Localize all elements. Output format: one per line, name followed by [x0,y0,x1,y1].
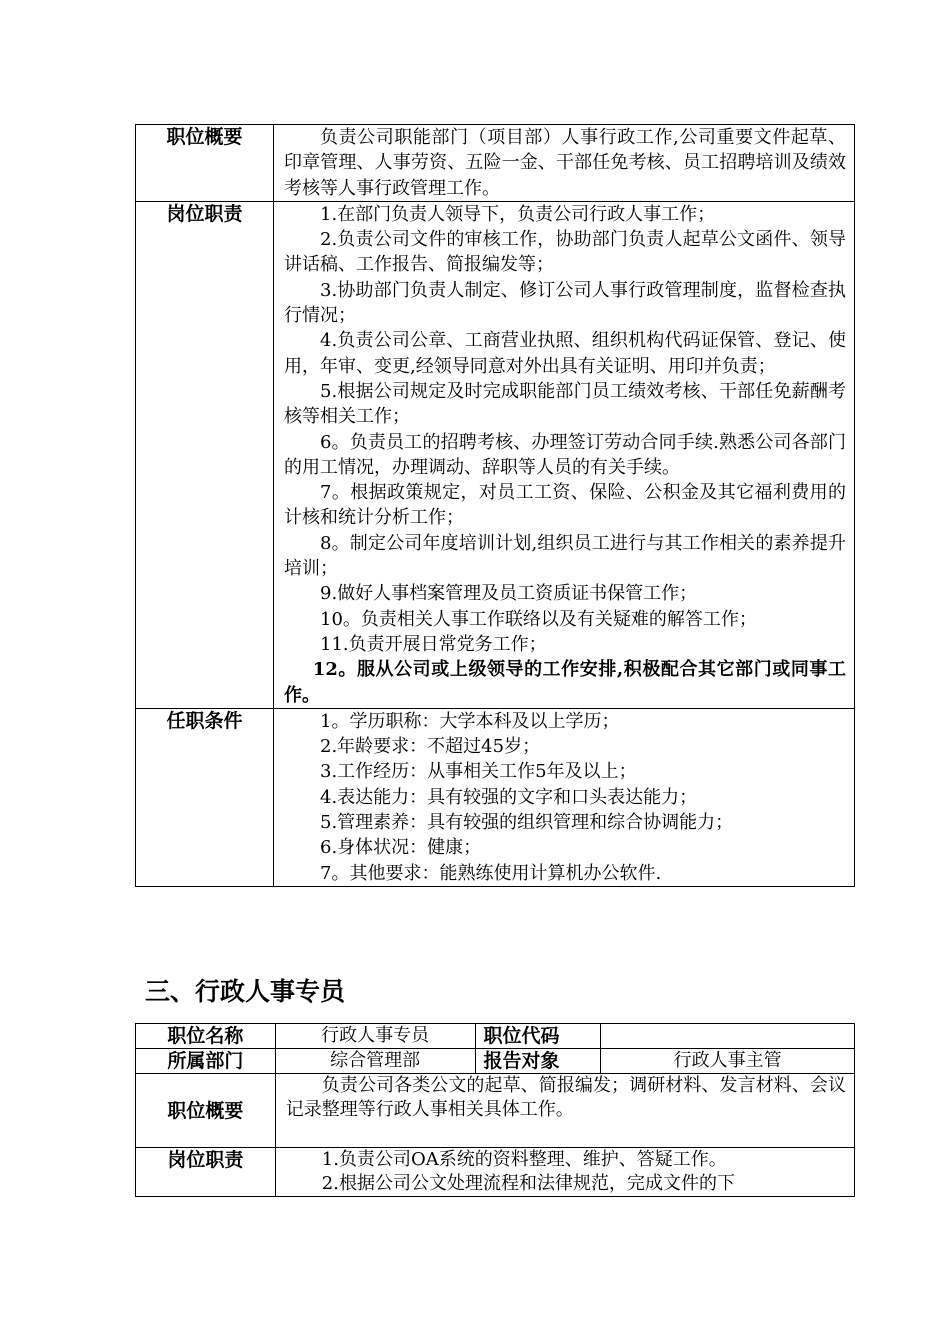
summary-label: 职位概要 [136,125,274,202]
duty-item: 11.负责开展日常党务工作； [320,633,547,655]
job-description-table-1 [135,124,855,887]
duty-item: 9.做好人事档案管理及员工资质证书保管工作； [320,583,698,605]
summary-cell [274,125,855,202]
section-title: 三、行政人事专员 [145,977,346,1006]
report-to-label: 报告对象 [475,1049,601,1074]
duty-item: 2.负责公司文件的审核工作，协助部门负责人起草公文函件、领导讲话稿、工作报告、简报编发等； [284,229,846,276]
position-name-value: 行政人事专员 [275,1024,475,1049]
duty-item: 10。负责相关人事工作联络以及有关疑难的解答工作； [320,608,757,630]
duty-item: 5.根据公司规定及时完成职能部门员工绩效考核、干部任免薪酬考核等相关工作； [284,380,846,428]
duty-item: 8。制定公司年度培训计划,组织员工进行与其工作相关的素养提升培训； [284,532,846,580]
requirement-item: 7。其他要求：能熟练使用计算机办公软件. [320,862,662,884]
summary-label-2: 职位概要 [136,1074,276,1148]
summary-text: 负责公司职能部门（项目部）人事行政工作,公司重要文件起草、印章管理、人事劳资、五险一金、干部任免考核、员工招聘培训及绩效考核等人事行政管理工作。 [284,127,846,199]
summary-cell-2 [275,1074,854,1148]
job-description-table-2 [135,1023,855,1197]
requirement-item: 3.工作经历：从事相关工作5年及以上； [320,761,637,783]
summary-text-2: 负责公司各类公文的起草、简报编发；调研材料、发言材料、会议记录整理等行政人事相关具体工作。 [285,1075,846,1120]
duty-item: 2.根据公司公文处理流程和法律规范，完成文件的下 [321,1173,735,1194]
requirement-item: 1。学历职称：大学本科及以上学历； [320,710,620,732]
requirements-cell [274,708,855,886]
duties-label: 岗位职责 [136,201,274,708]
requirement-item: 6.身体状况：健康； [320,837,482,859]
position-name-label: 职位名称 [136,1024,276,1049]
duty-item-bold: 12。服从公司或上级领导的工作安排,积极配合其它部门或同事工作。 [284,659,846,706]
department-value: 综合管理部 [275,1049,475,1074]
requirement-item: 5.管理素养：具有较强的组织管理和综合协调能力； [320,812,734,834]
duties-cell-2 [275,1148,854,1197]
report-to-value: 行政人事主管 [601,1049,855,1074]
position-code-value [601,1024,855,1049]
requirement-item: 4.表达能力：具有较强的文字和口头表达能力； [320,786,698,808]
position-code-label: 职位代码 [475,1024,601,1049]
requirement-item: 2.年龄要求：不超过45岁； [320,736,541,758]
duties-cell [274,201,855,708]
duty-item: 4.负责公司公章、工商营业执照、组织机构代码证保管、登记、使用，年审、变更,经领导同意对外出具有关证明、用印并负责； [284,330,846,377]
duty-item: 3.协助部门负责人制定、修订公司人事行政管理制度，监督检查执行情况； [284,279,846,327]
department-label: 所属部门 [136,1049,276,1074]
duties-label-2: 岗位职责 [136,1148,276,1197]
duty-item: 7。根据政策规定，对员工工资、保险、公积金及其它福利费用的计核和统计分析工作； [284,482,846,529]
duty-item: 1.负责公司OA系统的资料整理、维护、答疑工作。 [321,1149,727,1170]
duty-item: 6。负责员工的招聘考核、办理签订劳动合同手续.熟悉公司各部门的用工情况，办理调动、辞职等人员的有关手续。 [284,431,846,478]
requirements-label: 任职条件 [136,708,274,886]
duty-item: 1.在部门负责人领导下，负责公司行政人事工作； [320,203,716,225]
